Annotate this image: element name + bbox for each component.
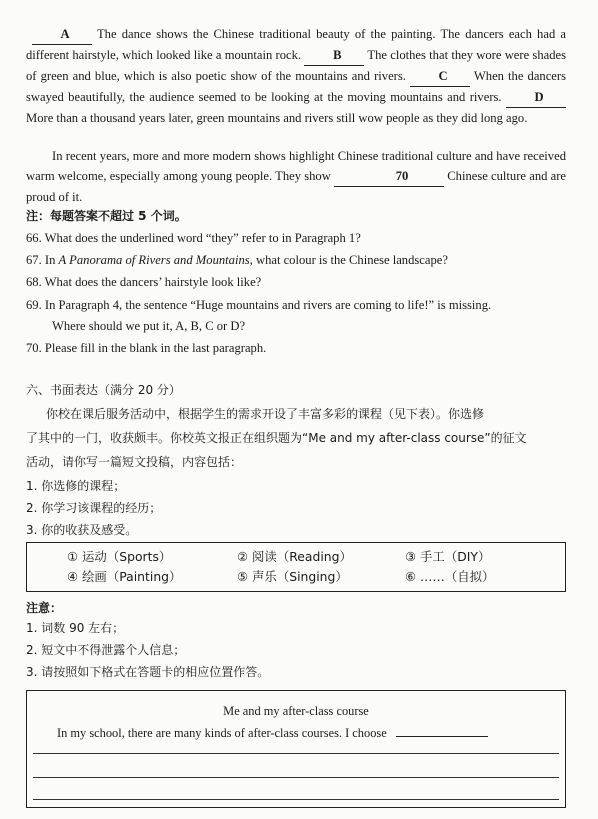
blank-c[interactable]: C <box>410 66 470 87</box>
course-table <box>26 542 566 592</box>
paragraph-2-end: Chinese culture and are proud of it. <box>26 169 566 204</box>
content-point-3: 3. 你的收获及感受。 <box>26 523 138 537</box>
course-reading: ② 阅读（Reading） <box>237 549 352 564</box>
blank-b[interactable]: B <box>304 45 364 66</box>
blank-d[interactable]: D <box>506 87 566 108</box>
course-diy: ③ 手工（DIY） <box>405 549 491 564</box>
passage-paragraph-2 <box>26 146 566 207</box>
section-6-heading: 六、书面表达（满分 20 分） <box>26 383 181 397</box>
answer-title: Me and my after-class course <box>223 704 369 718</box>
question-69-line-2 <box>52 316 245 336</box>
question-number: 66. <box>26 231 42 245</box>
sentence-4: More than a thousand years later, green mountains and rivers still wow people as they did long ago. <box>26 111 528 125</box>
question-66 <box>26 228 361 248</box>
question-text: What does the underlined word “they” refer to in Paragraph 1? <box>44 231 361 245</box>
question-text: What does the dancers’ hairstyle look like? <box>44 275 262 289</box>
question-text: Where should we put it, A, B, C or D? <box>52 319 246 333</box>
writing-line[interactable] <box>33 753 559 754</box>
sentence-1: The dance shows the Chinese traditional beauty of the painting. The dancers each had a different hairstyle, which looked like a mountain rock. <box>26 27 567 62</box>
content-point-1: 1. 你选修的课程； <box>26 479 126 493</box>
question-number: 68. <box>26 275 42 289</box>
writing-line[interactable] <box>33 777 559 778</box>
question-text: In Paragraph 4, the sentence “Huge mountains and rivers are coming to life!” is missing. <box>44 298 492 312</box>
course-custom: ⑥ ……（自拟） <box>405 569 495 584</box>
question-67 <box>26 250 448 270</box>
question-number: 70. <box>26 341 42 355</box>
course-singing: ⑤ 声乐（Singing） <box>237 569 348 584</box>
answer-start-text: In my school, there are many kinds of after-class courses. I choose <box>57 726 387 740</box>
blank-70[interactable]: 70 <box>334 166 444 187</box>
writing-line[interactable] <box>33 799 559 800</box>
question-number: 67. <box>26 253 42 267</box>
question-text: Please fill in the blank in the last paragraph. <box>44 341 267 355</box>
question-text-title: A Panorama of Rivers and Mountains <box>58 253 250 267</box>
content-point-2: 2. 你学习该课程的经历； <box>26 501 162 515</box>
section-6-intro-3: 活动，请你写一篇短文投稿，内容包括： <box>26 455 243 469</box>
question-number: 69. <box>26 298 42 312</box>
attention-label: 注意： <box>26 601 63 615</box>
rule-3: 3. 请按照如下格式在答题卡的相应位置作答。 <box>26 665 270 679</box>
question-69 <box>26 295 491 315</box>
section-6-intro-1: 你校在课后服务活动中，根据学生的需求开设了丰富多彩的课程（见下表）。你选修 <box>46 407 485 421</box>
blank-a[interactable]: A <box>32 24 92 45</box>
question-text-post: , what colour is the Chinese landscape? <box>249 253 448 267</box>
rule-1: 1. 词数 90 左右； <box>26 621 125 635</box>
section-6-intro-2: 了其中的一门，收获颇丰。你校英文报正在组织题为“Me and my after-class course”的征文 <box>26 431 527 445</box>
answer-writing-blank[interactable] <box>396 736 488 737</box>
rule-2: 2. 短文中不得泄露个人信息； <box>26 643 186 657</box>
answer-note: 注：每题答案不超过 5 个词。 <box>26 209 187 223</box>
paragraph-2-text: In recent years, more and more modern shows highlight Chinese traditional culture and have received warm welcome, especially among young people. They show <box>26 149 566 183</box>
sentence-2: The clothes that they wore were shades of green and blue, which is also poetic show of the mountains and rivers. <box>26 48 567 83</box>
sentence-3: When the dancers swayed beautifully, the audience seemed to be looking at the moving mountains and rivers. <box>26 69 566 104</box>
course-painting: ④ 绘画（Painting） <box>67 569 182 584</box>
answer-start-line <box>57 723 488 743</box>
question-68 <box>26 272 261 292</box>
passage-paragraph-1 <box>26 24 566 128</box>
question-70 <box>26 338 266 358</box>
course-sports: ① 运动（Sports） <box>67 549 172 564</box>
answer-box <box>26 690 566 808</box>
question-text-pre: In <box>44 253 59 267</box>
